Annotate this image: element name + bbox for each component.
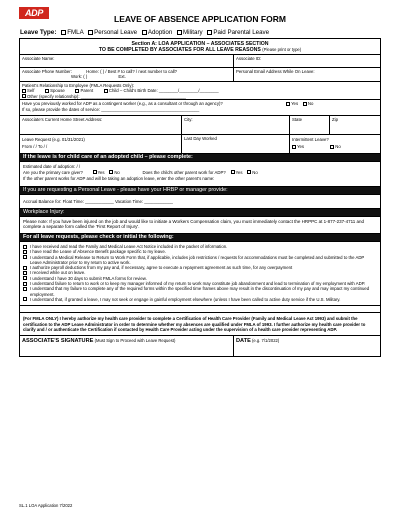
self-checkbox[interactable] [22,89,26,93]
section-a-note: (Please print or type) [262,46,302,52]
ack-checkbox-7[interactable] [23,282,27,286]
relationship-field: Patient's Relationship to Employee (FMLA Requests Only): Self Spouse Parent Child – Child's Birth Date: ________/________/________ Other (specify relationship): ____________________________________________ [22,83,219,99]
form-title: LEAVE OF ABSENCE APPLICATION FORM [114,14,286,24]
fmla-label: FMLA [67,29,84,36]
intermittent-no-checkbox[interactable] [330,145,334,149]
signature-row [20,336,380,356]
leave-type-label: Leave Type: [20,29,57,36]
personal-band-row [20,187,380,195]
ack-item: I received while out on leave. [23,270,377,275]
ack-item: I understand I have 30 days to submit FMLA forms for review. [23,276,377,281]
ack-checkbox-4[interactable] [23,266,27,270]
phone-row [20,68,380,82]
other-checkbox[interactable] [22,94,26,98]
adopted-block: Estimated date of adoption: / / Are you the primary care giver? Yes No Does the child's other parent work for ADP? Yes No If the other parent works for ADP and will be taking an adoption leave, enter the other parent's name: [20,162,380,186]
intermittent-yes-checkbox[interactable] [292,145,296,149]
city-field[interactable]: City: [182,116,290,134]
ack-item: I understand a Medical Release to Return to Work Form that, if applicable, includes job restrictions / requests for accommodations must be completed and submitted to the ADP Leave Administrator prior to my return to active work. [23,255,377,266]
parent-checkbox[interactable] [75,89,79,93]
adopted-row [20,162,380,187]
address-row [20,116,380,135]
ack-checkbox-5[interactable] [23,271,27,275]
associate-id-field[interactable]: Associate ID: [236,56,262,61]
ack-item: I have read the Leave of Absence Benefit package specific to my leave. [23,249,377,254]
section-a-subtitle: TO BE COMPLETED BY ASSOCIATES FOR ALL LEAVE REASONS [98,46,261,53]
ack-item: I have received and read the Family and Medical Leave Act Notice included in the packet of information. [23,244,377,249]
fmla-authorization: (For FMLA ONLY) I hereby authorize my health care provider to complete a Certification of Health Care Provider (Family and Medical Leave Act 1993) and submit the certification to the ADP Leave Administrator in order to determine whether my absences are qualified under FMLA of 1993. I further authorize my health care provider to clarify and / or authenticate the Certification if contacted by Health Care Provider acting under the supervision of a health care provider representing ADP. [23,316,366,333]
leave-type-row [20,29,269,36]
personal-email-field[interactable]: Personal Email Address While On Leave: [236,69,315,74]
application-form [19,38,381,357]
ack-checkbox-8[interactable] [23,287,27,291]
signature-field[interactable]: ASSOCIATE'S SIGNATURE (Must Sign to Proceed with Leave Request) [20,336,234,356]
primary-no-checkbox[interactable] [109,170,113,174]
prev-work-yes-checkbox[interactable] [286,102,290,106]
zip-field[interactable]: Zip [332,117,338,122]
prev-work-no-checkbox[interactable] [303,102,307,106]
phone-field[interactable]: Associate Phone Number: Home: ( ) / Best # to call? / next number to call? Work: ( ) Ext. [20,68,234,81]
workplace-note: Please note: If you have been injured on the job and would like to initiate a Workers Compensation claim, you must immediately contact the HRPPC at 1-877-237-4711 and complete a separate form called the 'First Report of Injury'. [23,218,365,229]
adopted-band: If the leave is for child care of an adopted child – please complete: [20,154,380,161]
relationship-row [20,82,380,100]
adoption-label: Adoption [147,29,173,36]
leave-dates-row [20,135,380,154]
adp-logo: ADP [19,7,49,19]
ack-checkbox-2[interactable] [23,250,27,254]
previous-work-field: Have you previously worked for ADP as a contingent worker (e.g., as a consultant or through an agency)? Yes No If so, please provide the dates of service: _________________________________________ [20,100,380,115]
ack-band-row [20,234,380,242]
personal-leave-checkbox[interactable] [88,30,93,35]
date-field[interactable]: DATE (e.g. 7/1/2022) [236,338,280,345]
ack-item: I understand that my failure to complete any of the required forms within the specified time frames above may result in the discontinuation of my pay and may impact my continued employment. [23,286,377,297]
workplace-band: Workplace Injury: [20,209,380,216]
accrual-row [20,195,380,209]
spacer-row [20,306,380,313]
ack-checkbox-6[interactable] [23,276,27,280]
ack-band: For all leave requests, please check or initial the following: [20,234,380,241]
ack-item: I authorize payroll deductions from my pay and, if necessary, agree to execute a repayment agreement as such time, for any overpayment [23,265,377,270]
ack-item: I understand that, if granted a leave, I may not seek or engage in gainful employment elsewhere (unless I have been called to active duty service if the U.S. Military. [23,297,377,302]
workplace-band-row [20,209,380,217]
workplace-row [20,217,380,234]
child-checkbox[interactable] [104,89,108,93]
personal-band: If you are requesting a Personal Leave - please have your HRBP or manager provide: [20,187,380,194]
primary-yes-checkbox[interactable] [93,170,97,174]
other-parent-name[interactable]: If the other parent works for ADP and will be taking an adoption leave, enter the other parent's name: [23,175,215,181]
fmla-checkbox[interactable] [61,30,66,35]
previous-work-row [20,100,380,116]
other-parent-yes-checkbox[interactable] [231,170,235,174]
accrual-balance[interactable]: Accrual Balance for: Float Time: ____________ Vacation Time: ____________ [23,199,173,204]
paid-parental-label: Paid Parental Leave [213,29,270,36]
spouse-checkbox[interactable] [45,89,49,93]
ack-row [20,242,380,306]
adoption-checkbox[interactable] [142,30,147,35]
intermittent-field: Intermittent Leave? Yes No [292,137,341,149]
adopted-band-row [20,154,380,162]
state-field[interactable]: State [290,116,330,134]
other-parent-no-checkbox[interactable] [247,170,251,174]
last-day-field[interactable]: Last Day Worked [182,135,290,153]
ack-item: I understand failure to return to work or to keep my manager informed of my return to work may constitute job abandonment and lead to termination of my employment with ADP. [23,281,377,286]
ack-checkbox-9[interactable] [23,297,27,301]
ack-list [20,242,380,305]
paid-parental-checkbox[interactable] [207,30,212,35]
name-row [20,55,380,68]
military-checkbox[interactable] [177,30,182,35]
personal-leave-label: Personal Leave [94,29,138,36]
form-footer: SL.1 LOA Application 7/2022 [19,503,73,508]
home-address-field[interactable]: Associate's Current Home Street Address: [20,116,182,134]
fmla-authorization-row [20,313,380,336]
section-a-header [20,39,380,55]
dates-of-service[interactable]: If so, please provide the dates of service: _________________________________________ [22,106,200,112]
associate-name-field[interactable]: Associate Name: [20,55,234,67]
adoption-date[interactable]: Estimated date of adoption: / / [23,163,81,169]
ack-checkbox-1[interactable] [23,245,27,249]
military-label: Military [183,29,203,36]
leave-request-field[interactable]: Leave Request (e.g. 01/31/2021) From / / To / / [20,135,182,153]
ack-checkbox-3[interactable] [23,255,27,259]
section-a-title: Section A: LOA APPLICATION – ASSOCIATES SECTION [131,40,269,47]
